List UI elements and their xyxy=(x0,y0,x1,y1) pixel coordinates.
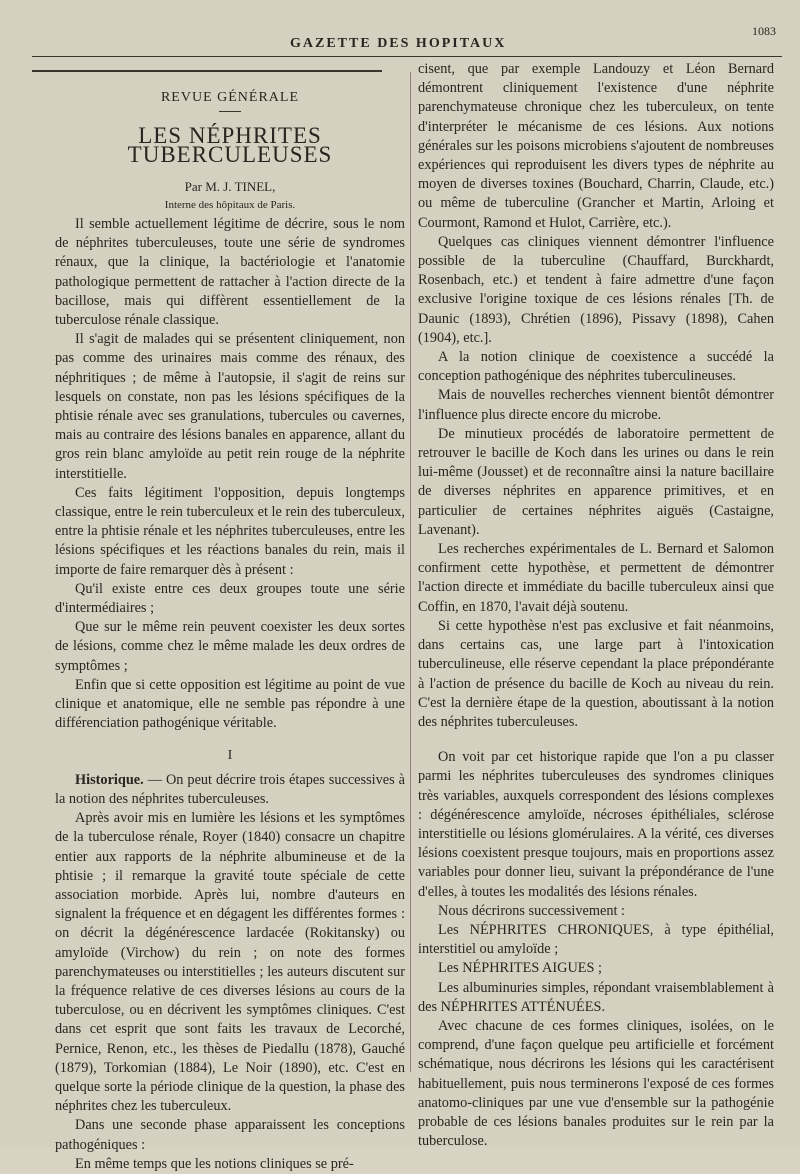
paragraph: Ces faits légitiment l'opposition, depuis longtemps classique, entre le rein tuberculeux et le rein des tuberculeux, entre la phtisie rénale et les néphrites tuberculeuses, entre les lésions spécifiques et les réactions banales du rein, mais il importe de faire remarquer dès à présent : xyxy=(55,484,405,578)
paragraph: Après avoir mis en lumière les lésions et les symptômes de la tuberculose rénale, Royer (1840) consacre un chapitre entier aux rapports de la néphrite albumineuse et de la phtisie ; il remarque la gravité toute spéciale de cette association morbide. Après lui, nombre d'auteurs en signalent la fréquence et en dégagent les différentes formes : on décrit la dégénérescence lardacée (Rokitansky) ou amyloïde (Virchow) du rein ; on note des formes parenchymateuses ou interstitielles ; les auteurs discutent sur la fréquence relative de ces diverses lésions au cours de la tuberculose, ou en décrivent les symptômes cliniques. C'est dans cet esprit que sont faits les travaux de Lecorché, Pernice, Renon, etc., les thèses de Piedallu (1878), Gauché (1879), Torkomian (1884), Le Noir (1890), etc. C'est en quelque sorte la période clinique de la question, la phase des néphrites chez les tuberculeux. xyxy=(55,810,405,1115)
paragraph: Quelques cas cliniques viennent démontrer l'influence possible de la tuberculine (Chauffard, Burckhardt, Rosenbach, etc.) et tendent à faire admettre d'une façon exclusive l'origine toxique de ces lésions rénales [Th. de Daunic (1893), Chrétien (1896), Pissavy (1898), Cahen (1904), etc.]. xyxy=(418,233,774,346)
article-title: LES NÉPHRITES TUBERCULEUSES xyxy=(127,123,333,168)
paragraph: Les albuminuries simples, répondant vraisemblablement à des NÉPHRITES ATTÉNUÉES. xyxy=(418,979,774,1015)
paragraph: Si cette hypothèse n'est pas exclusive et fait néanmoins, dans certains cas, une large part à l'intoxication tuberculineuse, elle réserve cependant la place prépondérante à l'action de présence du bacille de Koch au niveau du rein. C'est la dernière étape de la question, aboutissant à la notion des néphrites tuberculeuses. xyxy=(418,617,774,730)
byline: Par M. J. TINEL, xyxy=(184,178,276,194)
journal-name: GAZETTE DES HOPITAUX xyxy=(290,36,507,51)
paragraph: En même temps que les notions cliniques se pré- xyxy=(75,1155,354,1172)
paragraph: Il s'agit de malades qui se présentent cliniquement, non pas comme des urinaires mais comme des rénaux, des néphritiques ; de même à l'autopsie, il s'agit de reins sur lesquels on constate, non pas les lésions spécifiques de la phtisie rénale avec ses granulations, tubercules ou cavernes, mais au contraire des lésions banales en apparence, allant du gros rein blanc amyloïde au petit rein rouge de la néphrite interstitielle. xyxy=(55,331,405,482)
paragraph: A la notion clinique de coexistence a succédé la conception pathogénique des néphrites tuberculineuses. xyxy=(418,349,774,385)
paragraph: Il semble actuellement légitime de décrire, sous le nom de néphrites tuberculeuses, toute une série de syndromes rénaux, que la clinique, la bactériologie et l'anatomie pathologique permettent de rattacher à l'action directe de la bacillose, mais qui diffèrent essentiellement de la tuberculose rénale classique. xyxy=(55,216,405,329)
paragraph: Que sur le même rein peuvent coexister les deux sortes de lésions, comme chez le même malade les deux ordres de symptômes ; xyxy=(55,619,405,674)
paragraph: Qu'il existe entre ces deux groupes toute une série d'intermédiaires ; xyxy=(55,580,405,617)
paragraph: Enfin que si cette opposition est légitime au point de vue clinique et anatomique, elle ne semble pas répondre à une différenciation pathogénique véritable. xyxy=(55,676,405,732)
affiliation: Interne des hôpitaux de Paris. xyxy=(164,198,296,211)
paragraph: Mais de nouvelles recherches viennent bientôt démontrer l'influence plus directe encore du microbe. xyxy=(418,387,774,423)
spacer xyxy=(418,732,774,748)
paragraph-text: — On peut décrire trois étapes successives à la notion des néphrites tuberculeuses. xyxy=(55,771,405,807)
paragraph-historique xyxy=(55,771,405,809)
paragraph: On voit par cet historique rapide que l'on a pu classer parmi les néphrites tuberculeuses des syndromes cliniques très variables, auxquels correspondent des lésions complexes : dégénérescence amyloïde, nécroses épithéliales, sclérose interstitielle ou lésions glomérulaires. A la vérité, ces diverses lésions coexistent presque toujours, mais en proportions assez variables pour donner lieu, suivant la prépondérance de l'une d'elles, à toutes les modalités des lésions rénales. xyxy=(418,749,774,900)
paragraph: cisent, que par exemple Landouzy et Léon Bernard démontrent cliniquement l'existence d'une néphrite parenchymateuse chronique chez les tuberculeux, on tente d'interpréter le mécanisme de ces lésions. Aux notions générales sur les poisons microbiens s'ajoutent de nombreuses expériences qui reproduisent les divers types de néphrite au moyen de diverses toxines (Bouchard, Charrin, Claude, etc.) ou même de tuberculine (Grancher et Martin, Arloing et Courmont, Ramond et Hulot, Carrière, etc.). xyxy=(418,61,774,231)
paragraph: Avec chacune de ces formes cliniques, isolées, on le comprend, d'une façon quelque peu artificielle et forcément schématique, nous décrirons les lésions qui les caractérisent habituellement, puis nous terminerons l'exposé de ces formes anatomo-cliniques par une vue d'ensemble sur la pathogénie probable de ces lésions banales produites sur le rein par la tuberculose. xyxy=(418,1017,774,1150)
section-kicker: REVUE GÉNÉRALE xyxy=(160,90,300,105)
left-column xyxy=(55,84,405,1174)
paragraph: Les recherches expérimentales de L. Bernard et Salomon confirment cette hypothèse, et permettent de démontrer l'action directe et immédiate du bacille tuberculeux ainsi que Coffin, en 1870, l'avait déjà soutenu. xyxy=(418,541,774,615)
header-rule xyxy=(32,56,782,57)
paragraph: Les NÉPHRITES AIGUES ; xyxy=(438,960,603,977)
paragraph: Dans une seconde phase apparaissent les conceptions pathogéniques : xyxy=(55,1117,405,1153)
section-heading: Historique. xyxy=(75,771,144,788)
header-rule-thick xyxy=(32,70,382,72)
short-rule xyxy=(219,111,241,112)
section-numeral: I xyxy=(227,747,233,763)
paragraph: Nous décrirons successivement : xyxy=(438,902,626,919)
column-divider xyxy=(410,72,411,1072)
paragraph: De minutieux procédés de laboratoire permettent de retrouver le bacille de Koch dans les urines ou dans le rein lui-même (Jousset) et de reconnaître ainsi la nature bacillaire de diverses néphrites en apparence primitives, et en particulier de certaines néphrites aiguës (Castaigne, Lavenant). xyxy=(418,425,774,538)
right-column xyxy=(418,60,774,1151)
paragraph: Les NÉPHRITES CHRONIQUES, à type épithélial, interstitiel ou amyloïde ; xyxy=(418,921,774,958)
page-number: 1083 xyxy=(752,24,776,38)
